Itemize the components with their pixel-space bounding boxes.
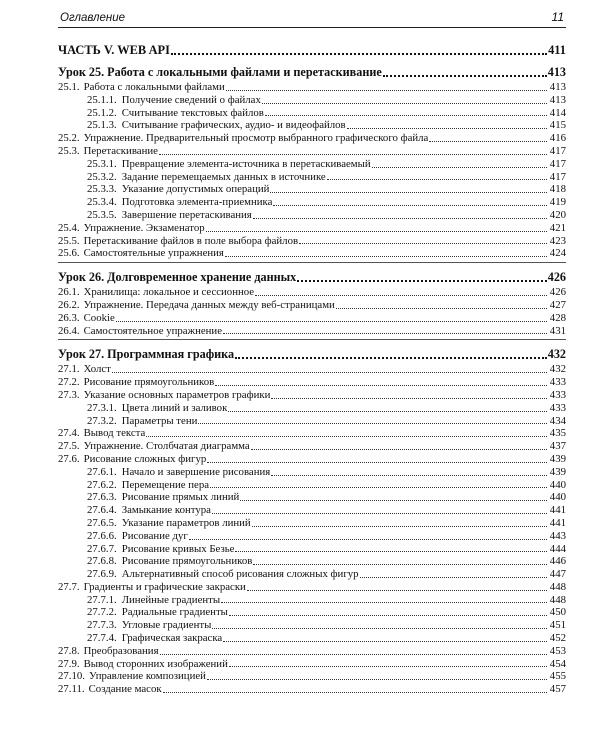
toc-entry-page: 426 xyxy=(547,270,566,285)
toc-entry-page: 439 xyxy=(549,465,566,478)
toc-section-entry[interactable] xyxy=(58,222,566,235)
toc-entry-title xyxy=(58,670,206,683)
toc-entry-title xyxy=(58,491,239,504)
dot-leader xyxy=(228,410,547,412)
toc-entry-title xyxy=(58,347,234,362)
toc-entry-page: 415 xyxy=(549,119,566,132)
toc-entry-text: Указание параметров линий xyxy=(121,516,251,529)
dot-leader xyxy=(206,230,547,232)
toc-entry-text: Самостоятельное упражнение xyxy=(83,324,222,337)
dot-leader xyxy=(146,435,547,437)
dot-leader xyxy=(336,307,547,309)
toc-section-entry[interactable] xyxy=(58,247,566,260)
dot-leader xyxy=(225,255,547,257)
dot-leader xyxy=(163,691,547,693)
toc-entry-text: Cookie xyxy=(83,311,115,324)
toc-entry-text: Указание основных параметров графики xyxy=(83,388,271,401)
toc-entry-number: 25.3.1. xyxy=(87,157,117,170)
toc-entry-title xyxy=(58,568,359,581)
toc-entry-number: 25.3. xyxy=(58,144,80,157)
toc-subsection-entry[interactable] xyxy=(58,530,566,543)
toc-entry-text: Упражнение. Передача данных между веб-страницами xyxy=(83,298,335,311)
dot-leader xyxy=(273,204,547,206)
toc-entry-page: 424 xyxy=(549,247,566,260)
toc-entry-title xyxy=(58,555,252,568)
dot-leader xyxy=(271,397,547,399)
toc-entry-page: 416 xyxy=(549,132,566,145)
toc-entry-title xyxy=(58,440,250,453)
toc-entry-number: 25.1.1. xyxy=(87,93,117,106)
toc-entry-number: 27.6.1. xyxy=(87,465,117,478)
toc-entry-page: 427 xyxy=(549,298,566,311)
toc-entry-title xyxy=(58,183,269,196)
dot-leader xyxy=(159,153,547,155)
toc-section-entry[interactable] xyxy=(58,363,566,376)
toc-section-entry[interactable] xyxy=(58,389,566,402)
toc-entry-page: 423 xyxy=(549,234,566,247)
toc-entry-title xyxy=(58,94,261,107)
toc-entry-title xyxy=(58,658,228,671)
section-divider xyxy=(58,339,566,340)
toc-entry-text: Подготовка элемента-приемника xyxy=(121,196,273,209)
toc-subsection-entry[interactable] xyxy=(58,183,566,196)
toc-subsection-entry[interactable] xyxy=(58,466,566,479)
toc-entry-title xyxy=(58,453,206,466)
toc-entry-text: Параметры тени xyxy=(121,414,198,427)
dot-leader xyxy=(429,140,547,142)
dot-leader xyxy=(235,550,547,552)
toc-entry-text: Указание допустимых операций xyxy=(121,183,270,196)
toc-section-entry[interactable] xyxy=(58,440,566,453)
toc-entry-text: Работа с локальными файлами xyxy=(83,81,225,93)
dot-leader xyxy=(212,512,547,514)
toc-entry-title xyxy=(58,376,214,389)
toc-entry-number: 25.2. xyxy=(58,132,80,145)
toc-entry-text: Вывод сторонних изображений xyxy=(83,657,228,670)
dot-leader xyxy=(221,601,547,603)
toc-entry-title xyxy=(58,299,335,312)
dot-leader xyxy=(240,499,547,501)
toc-entry-title xyxy=(58,543,234,556)
dot-leader xyxy=(223,640,547,642)
toc-entry-page: 428 xyxy=(549,311,566,324)
toc-entry-text: Создание масок xyxy=(88,683,162,696)
toc-entry-page: 433 xyxy=(549,401,566,414)
toc-entry-text: Управление композицией xyxy=(89,670,206,683)
toc-entry-number: 27.6. xyxy=(58,452,80,465)
toc-section-entry[interactable] xyxy=(58,286,566,299)
dot-leader xyxy=(299,242,547,244)
toc-entry-page: 448 xyxy=(549,580,566,593)
dot-leader xyxy=(360,576,547,578)
toc-entry-page: 437 xyxy=(549,440,566,453)
toc-entry-page: 432 xyxy=(549,363,566,376)
dot-leader xyxy=(327,178,547,180)
toc-entry-text: Перетаскивание файлов в поле выбора файлов xyxy=(83,234,299,247)
page-header xyxy=(58,8,566,28)
toc-entry-text: Угловые градиенты xyxy=(121,619,212,632)
toc-entry-number: 25.3.4. xyxy=(87,196,117,209)
toc-entry-number: 25.1. xyxy=(58,81,80,93)
toc-subsection-entry[interactable] xyxy=(58,594,566,607)
dot-leader xyxy=(262,102,547,104)
toc-entry-text: Урок 25. Работа с локальными файлами и перетаскивание xyxy=(58,65,382,79)
toc-section-entry[interactable] xyxy=(58,453,566,466)
toc-entry-number: 26.3. xyxy=(58,311,80,324)
toc-entry-text: Замыкание контура xyxy=(121,504,211,517)
toc-entry-number: 27.2. xyxy=(58,376,80,389)
toc-entry-title xyxy=(58,683,162,696)
toc-entry-text: Рисование прямоугольников xyxy=(121,555,253,568)
toc-subsection-entry[interactable] xyxy=(58,107,566,120)
dot-leader xyxy=(207,678,547,680)
toc-entry-title xyxy=(58,606,228,619)
toc-entry-title xyxy=(58,196,272,209)
toc-entry-title xyxy=(58,65,382,80)
dot-leader xyxy=(372,166,547,168)
toc-entry-number: 27.6.4. xyxy=(87,504,117,517)
toc-subsection-entry[interactable] xyxy=(58,119,566,132)
toc-entry-page: 446 xyxy=(549,555,566,568)
dot-leader xyxy=(253,217,547,219)
toc-entry-number: 27.5. xyxy=(58,440,80,453)
toc-entry-title xyxy=(58,247,224,260)
toc-entry-page: 435 xyxy=(549,427,566,440)
toc-entry-number: 27.6.2. xyxy=(87,478,117,491)
toc-entry-number: 27.7.4. xyxy=(87,632,117,645)
toc-entry-title xyxy=(58,402,227,415)
toc-lesson-entry[interactable] xyxy=(58,270,566,285)
toc-entry-text: ЧАСТЬ V. WEB API xyxy=(58,43,170,57)
dot-leader xyxy=(210,486,547,488)
toc-entry-title xyxy=(58,645,159,658)
toc-entry-title xyxy=(58,171,326,184)
toc-entry-number: 25.3.5. xyxy=(87,208,117,221)
toc-entry-text: Альтернативный способ рисования сложных фигур xyxy=(121,568,359,581)
toc-subsection-entry[interactable] xyxy=(58,479,566,492)
toc-entry-page: 433 xyxy=(549,388,566,401)
toc-section-entry[interactable] xyxy=(58,581,566,594)
toc-entry-text: Рисование прямых линий xyxy=(121,491,240,504)
toc-subsection-entry[interactable] xyxy=(58,543,566,556)
toc-section-entry[interactable] xyxy=(58,645,566,658)
toc-entry-text: Урок 26. Долговременное хранение данных xyxy=(58,270,297,285)
toc-entry-title xyxy=(58,389,270,402)
toc-entry-text: Радиальные градиенты xyxy=(121,606,228,619)
toc-entry-number: 25.4. xyxy=(58,221,80,234)
toc-entry-text: Начало и завершение рисования xyxy=(121,465,271,478)
toc-entry-page: 433 xyxy=(549,376,566,389)
toc-entry-title xyxy=(58,42,170,58)
toc-entry-number: 27.7.3. xyxy=(87,619,117,632)
toc-section-entry[interactable] xyxy=(58,325,566,338)
toc-entry-title xyxy=(58,517,251,530)
toc-entry-page: 432 xyxy=(547,347,566,362)
dot-leader xyxy=(229,665,547,667)
dot-leader xyxy=(252,525,547,527)
toc-entry-text: Холст xyxy=(83,363,111,376)
dot-leader xyxy=(116,320,547,322)
toc-subsection-entry[interactable] xyxy=(58,491,566,504)
toc-entry-page: 411 xyxy=(548,43,566,57)
dot-leader xyxy=(253,563,547,565)
toc-entry-text: Вывод текста xyxy=(83,427,146,440)
toc-entry-page: 418 xyxy=(549,183,566,196)
toc-entry-number: 27.3.1. xyxy=(87,401,117,414)
toc-entry-title xyxy=(58,479,209,492)
toc-subsection-entry[interactable] xyxy=(58,196,566,209)
toc-lesson-entry[interactable] xyxy=(58,347,566,362)
toc-entry-page: 421 xyxy=(549,221,566,234)
toc-entry-page: 434 xyxy=(549,414,566,427)
toc-entry-title xyxy=(58,119,346,132)
toc-entry-page: 441 xyxy=(549,516,566,529)
dot-leader xyxy=(160,653,547,655)
toc-entry-number: 27.9. xyxy=(58,657,80,670)
toc-entry-number: 27.7.2. xyxy=(87,606,117,619)
toc-entry-text: Линейные градиенты xyxy=(121,593,221,606)
toc-entry-page: 431 xyxy=(549,324,566,337)
toc-entry-number: 26.4. xyxy=(58,324,80,337)
toc-entry-title xyxy=(58,581,246,594)
dot-leader xyxy=(265,114,547,116)
toc-section-entry[interactable] xyxy=(58,145,566,158)
toc-entry-text: Графическая закраска xyxy=(121,632,223,645)
dot-leader xyxy=(251,448,547,450)
toc-entry-page: 413 xyxy=(547,65,566,79)
toc-entry-page: 451 xyxy=(549,619,566,632)
toc-entry-page: 420 xyxy=(549,208,566,221)
toc-entry-title xyxy=(58,504,211,517)
toc-subsection-entry[interactable] xyxy=(58,632,566,645)
toc-entry-page: 413 xyxy=(549,81,566,93)
toc-entry-number: 27.6.3. xyxy=(87,491,117,504)
toc-entry-text: Рисование кривых Безье xyxy=(121,542,235,555)
toc-entry-page: 452 xyxy=(549,632,566,645)
dot-leader xyxy=(270,191,547,193)
toc-entry-title xyxy=(58,594,220,607)
dot-leader xyxy=(171,52,547,55)
toc-entry-number: 25.1.3. xyxy=(87,119,117,132)
toc-entry-number: 25.3.3. xyxy=(87,183,117,196)
toc-entry-text: Задание перемещаемых данных в источнике xyxy=(121,170,326,183)
toc-entry-number: 25.6. xyxy=(58,247,80,260)
toc-entry-title xyxy=(58,158,371,171)
toc-subsection-entry[interactable] xyxy=(58,517,566,530)
toc-entry-number: 25.3.2. xyxy=(87,170,117,183)
toc-entry-number: 27.7.1. xyxy=(87,593,117,606)
toc-entry-page: 440 xyxy=(549,491,566,504)
toc-entry-page: 450 xyxy=(549,606,566,619)
toc-entry-page: 457 xyxy=(549,683,566,696)
toc-entry-number: 27.4. xyxy=(58,427,80,440)
dot-leader xyxy=(255,294,547,296)
toc-subsection-entry[interactable] xyxy=(58,606,566,619)
dot-leader xyxy=(112,371,547,373)
toc-entry-title xyxy=(58,466,270,479)
toc-entry-number: 27.6.5. xyxy=(87,516,117,529)
toc-entry-text: Рисование сложных фигур xyxy=(83,452,207,465)
toc-subsection-entry[interactable] xyxy=(58,209,566,222)
toc-entry-text: Рисование прямоугольников xyxy=(83,376,215,389)
toc-entry-title xyxy=(58,81,225,94)
toc-entry-text: Градиенты и графические закраски xyxy=(83,580,246,593)
toc-section-entry[interactable] xyxy=(58,81,566,94)
toc-entry-title xyxy=(58,286,254,299)
toc-section-entry[interactable] xyxy=(58,312,566,325)
toc-entry-page: 413 xyxy=(549,93,566,106)
toc-entry-text: Завершение перетаскивания xyxy=(121,208,252,221)
toc-subsection-entry[interactable] xyxy=(58,94,566,107)
toc-subsection-entry[interactable] xyxy=(58,568,566,581)
toc-entry-text: Получение сведений о файлах xyxy=(121,93,261,106)
toc-section-entry[interactable] xyxy=(58,658,566,671)
toc-entry-number: 27.6.9. xyxy=(87,568,117,581)
page-number: 11 xyxy=(551,10,564,24)
toc-section-entry[interactable] xyxy=(58,427,566,440)
toc-entry-title xyxy=(58,427,145,440)
dot-leader xyxy=(198,422,547,424)
toc-entry-title xyxy=(58,209,252,222)
dot-leader xyxy=(347,127,547,129)
toc-entry-text: Урок 27. Программная графика xyxy=(58,347,235,362)
toc-entry-text: Упражнение. Экзаменатор xyxy=(83,221,205,234)
toc-entry-text: Самостоятельные упражнения xyxy=(83,247,224,260)
toc-entry-number: 27.8. xyxy=(58,644,80,657)
toc-entry-number: 27.7. xyxy=(58,580,80,593)
toc-lesson-entry[interactable] xyxy=(58,65,566,80)
dot-leader xyxy=(215,384,547,386)
toc-entry-number: 27.3.2. xyxy=(87,414,117,427)
toc-entry-page: 453 xyxy=(549,644,566,657)
toc-entry-title xyxy=(58,325,222,338)
toc-section-entry[interactable] xyxy=(58,132,566,145)
toc-entry-page: 426 xyxy=(549,286,566,299)
toc-entry-number: 27.10. xyxy=(58,670,85,683)
dot-leader xyxy=(229,614,547,616)
toc-entry-page: 417 xyxy=(549,170,566,183)
toc-entry-number: 26.2. xyxy=(58,298,80,311)
toc-entry-number: 27.3. xyxy=(58,388,80,401)
toc-entry-title xyxy=(58,222,205,235)
toc-entry-number: 27.6.8. xyxy=(87,555,117,568)
toc-entry-title xyxy=(58,270,296,285)
toc-section-entry[interactable] xyxy=(58,683,566,696)
dot-leader xyxy=(226,89,547,91)
toc-entry-page: 439 xyxy=(549,452,566,465)
toc-entry-text: Перемещение пера xyxy=(121,478,210,491)
dot-leader xyxy=(223,332,547,334)
toc-entry-page: 440 xyxy=(549,478,566,491)
toc-entry-page: 447 xyxy=(549,568,566,581)
toc-section-entry[interactable] xyxy=(58,299,566,312)
toc-entry-text: Превращение элемента-источника в перетаскиваемый xyxy=(121,157,371,170)
toc-entry-page: 443 xyxy=(549,529,566,542)
toc-section-entry[interactable] xyxy=(58,670,566,683)
toc-entry-number: 27.6.6. xyxy=(87,529,117,542)
toc-entry-page: 414 xyxy=(549,106,566,119)
toc-entry-text: Считывание графических, аудио- и видеофайлов xyxy=(121,119,346,132)
toc-subsection-entry[interactable] xyxy=(58,171,566,184)
dot-leader xyxy=(297,279,546,282)
toc-part-entry[interactable] xyxy=(58,42,566,58)
toc-entry-text: Перетаскивание xyxy=(83,144,158,157)
toc-entry-page: 419 xyxy=(549,196,566,209)
dot-leader xyxy=(207,461,547,463)
toc-entry-title xyxy=(58,107,264,120)
toc-entry-title xyxy=(58,235,298,248)
toc-entry-text: Преобразования xyxy=(83,644,159,657)
running-title: Оглавление xyxy=(60,12,125,24)
toc-entry-number: 27.1. xyxy=(58,363,80,376)
toc-entry-number: 25.1.2. xyxy=(87,106,117,119)
toc-entry-page: 455 xyxy=(549,670,566,683)
toc-entry-number: 27.6.7. xyxy=(87,542,117,555)
toc-entry-number: 25.5. xyxy=(58,234,80,247)
toc-entry-number: 27.11. xyxy=(58,683,85,696)
toc-entry-title xyxy=(58,312,115,325)
toc-entry-page: 417 xyxy=(549,157,566,170)
dot-leader xyxy=(212,627,547,629)
toc-entry-title xyxy=(58,132,428,145)
toc-section-entry[interactable] xyxy=(58,376,566,389)
toc-subsection-entry[interactable] xyxy=(58,415,566,428)
table-of-contents xyxy=(58,42,566,696)
toc-section-entry[interactable] xyxy=(58,235,566,248)
toc-entry-title xyxy=(58,363,111,376)
toc-entry-title xyxy=(58,632,222,645)
toc-entry-number: 26.1. xyxy=(58,286,80,299)
toc-entry-page: 417 xyxy=(549,144,566,157)
toc-subsection-entry[interactable] xyxy=(58,555,566,568)
toc-entry-page: 454 xyxy=(549,657,566,670)
toc-entry-text: Упражнение. Столбчатая диаграмма xyxy=(83,440,250,453)
dot-leader xyxy=(271,474,547,476)
toc-subsection-entry[interactable] xyxy=(58,504,566,517)
toc-entry-page: 441 xyxy=(549,504,566,517)
toc-entry-text: Хранилища: локальное и сессионное xyxy=(83,286,255,299)
toc-entry-page: 448 xyxy=(549,593,566,606)
toc-entry-text: Упражнение. Предварительный просмотр выбранного графического файла xyxy=(83,132,429,145)
section-divider xyxy=(58,262,566,263)
dot-leader xyxy=(235,356,547,359)
toc-subsection-entry[interactable] xyxy=(58,402,566,415)
toc-entry-text: Считывание текстовых файлов xyxy=(121,106,264,119)
toc-entry-title xyxy=(58,530,188,543)
toc-entry-title xyxy=(58,619,211,632)
toc-entry-title xyxy=(58,415,197,428)
dot-leader xyxy=(383,74,547,77)
toc-entry-text: Рисование дуг xyxy=(121,529,188,542)
toc-subsection-entry[interactable] xyxy=(58,158,566,171)
toc-subsection-entry[interactable] xyxy=(58,619,566,632)
toc-entry-title xyxy=(58,145,158,158)
toc-entry-page: 444 xyxy=(549,542,566,555)
toc-entry-text: Цвета линий и заливок xyxy=(121,401,228,414)
dot-leader xyxy=(189,538,547,540)
dot-leader xyxy=(247,589,547,591)
